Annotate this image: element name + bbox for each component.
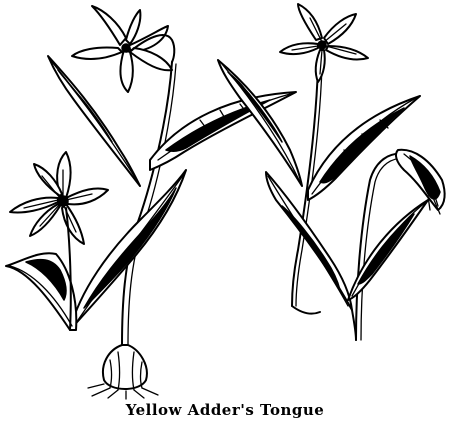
left-small-leaf <box>6 253 76 330</box>
right-plant <box>218 4 445 340</box>
figure-caption: Yellow Adder's Tongue <box>125 401 325 419</box>
left-plant <box>6 6 296 399</box>
right-upper-right-leaf <box>308 96 420 200</box>
left-bulb <box>88 345 158 399</box>
right-top-flower <box>280 4 368 82</box>
right-plant-base <box>292 306 356 340</box>
left-top-flower <box>72 6 174 92</box>
